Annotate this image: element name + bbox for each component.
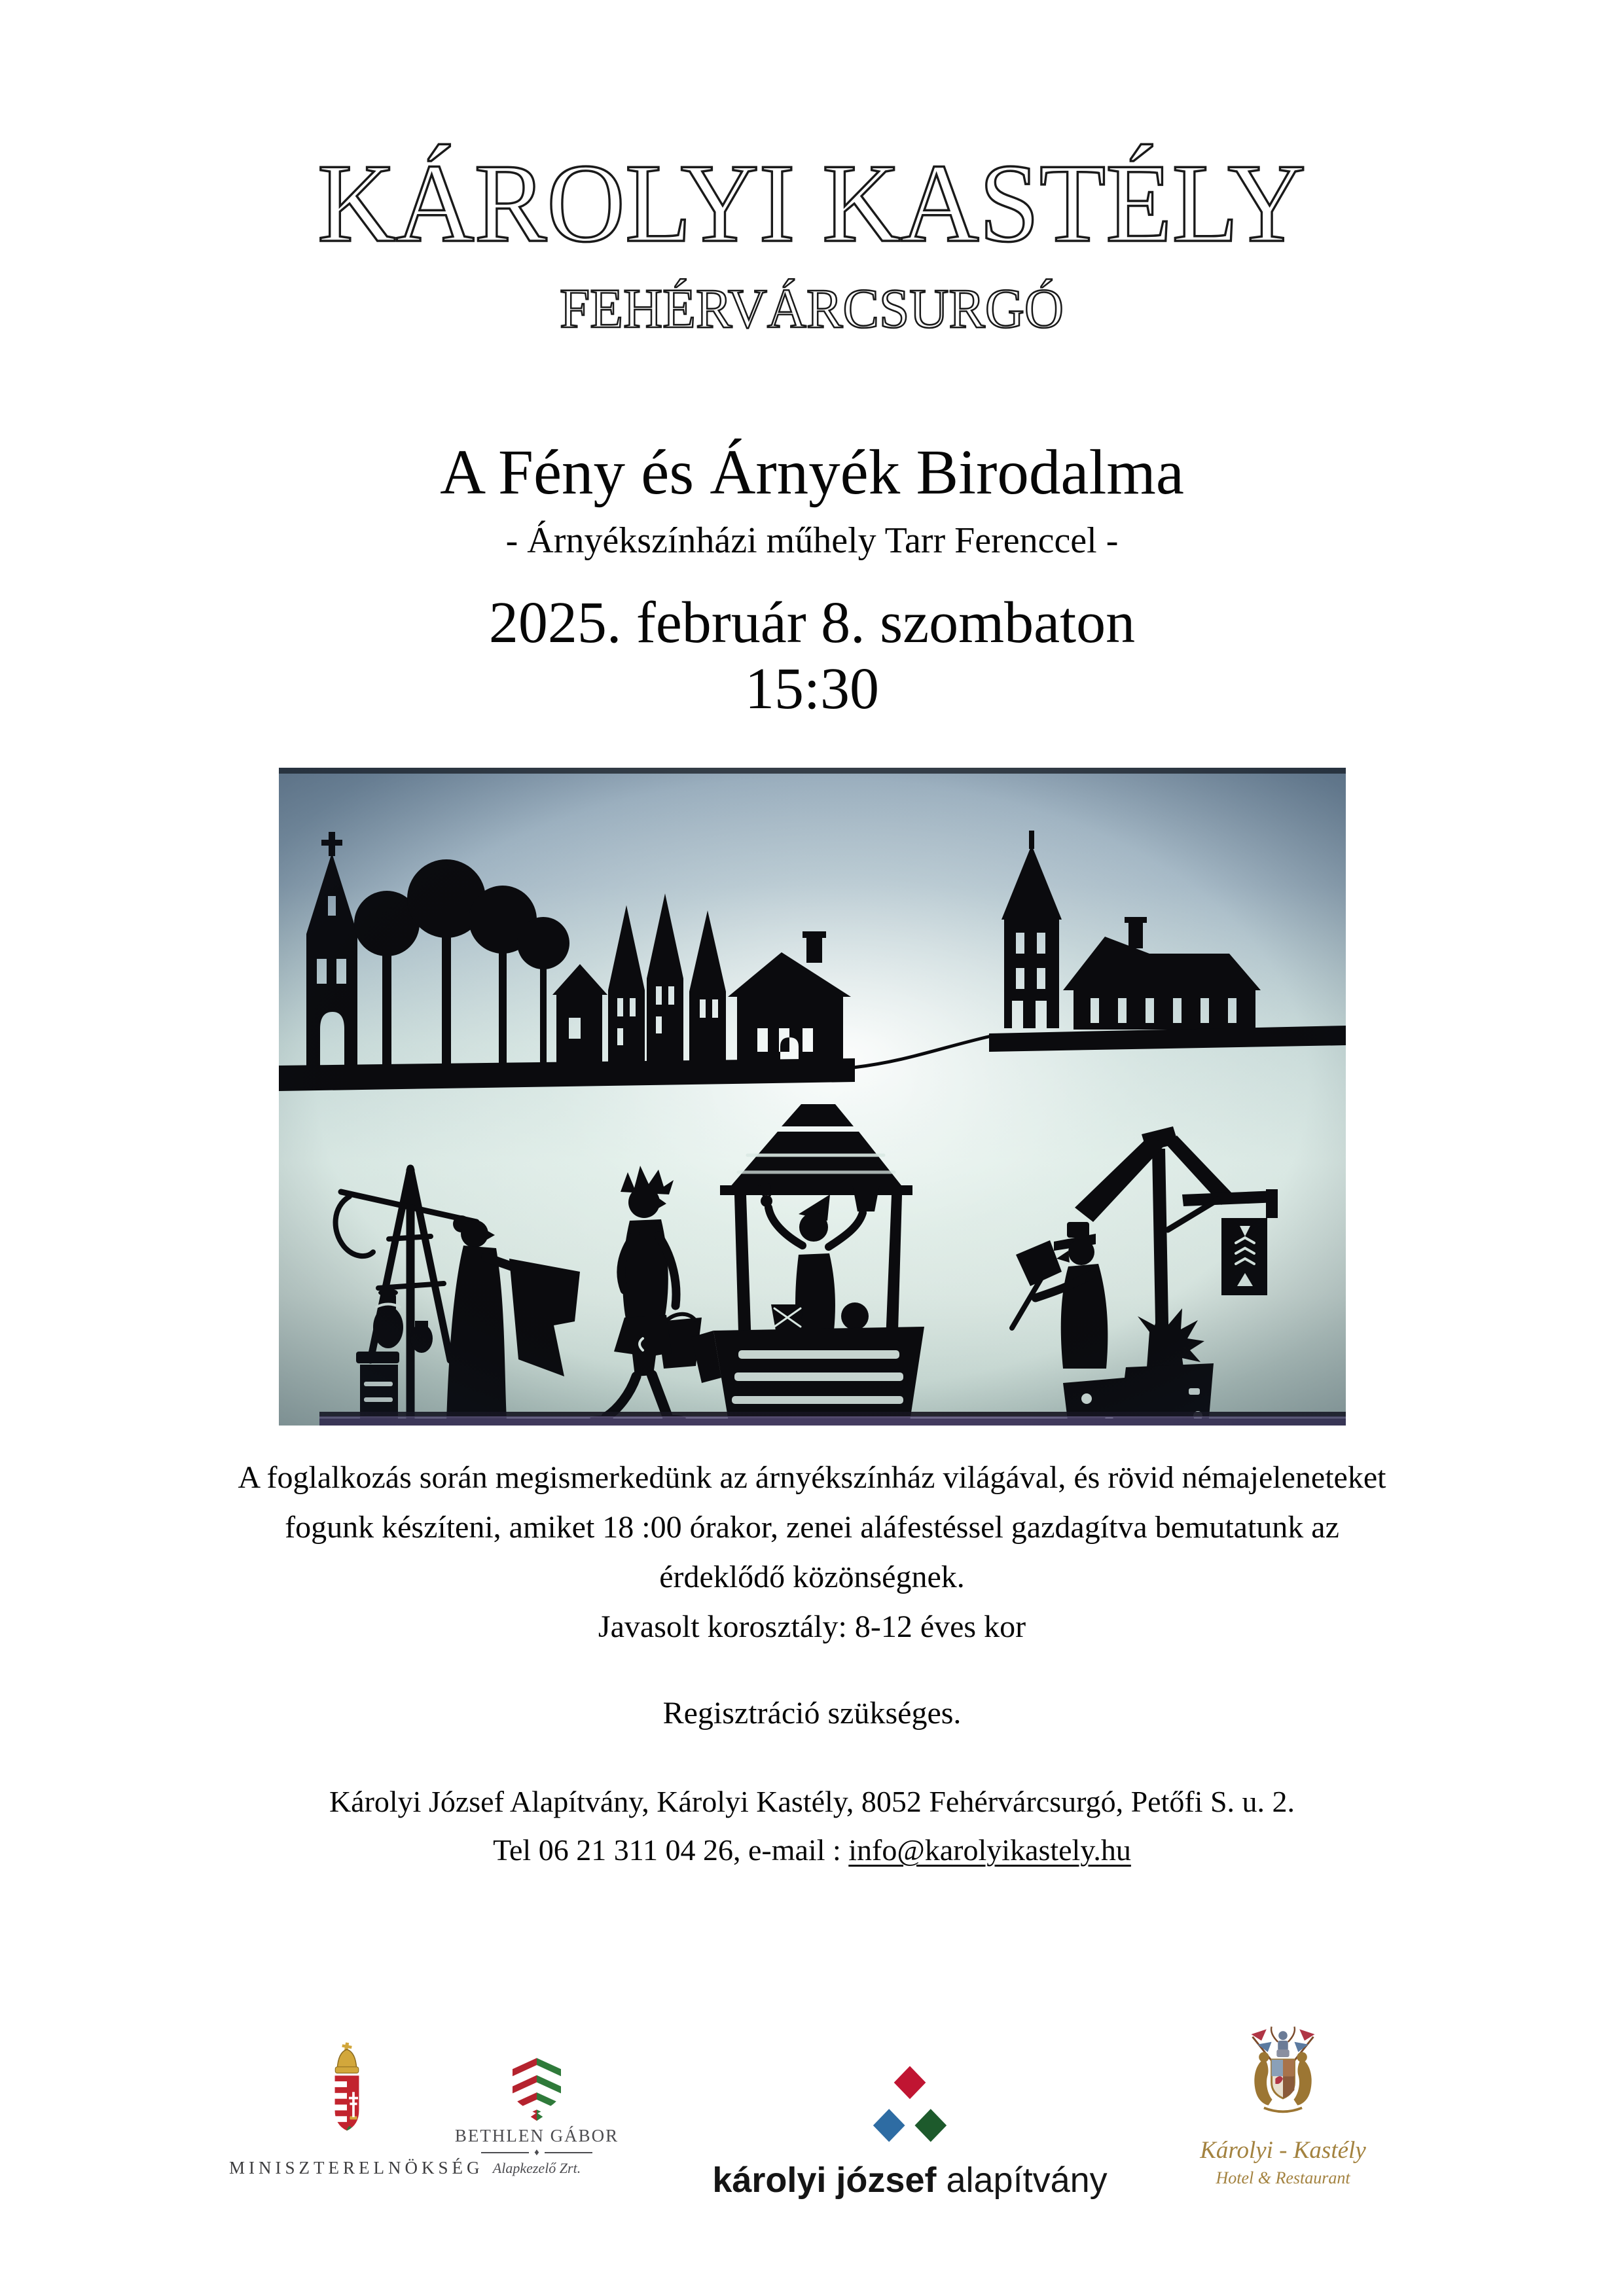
event-title: A Fény és Árnyék Birodalma <box>440 437 1184 507</box>
description-line: érdeklődő közönségnek. <box>659 1560 965 1595</box>
bethlen-gabor-name: BETHLEN GÁBOR <box>454 2125 619 2145</box>
shadow-theatre-photo <box>279 768 1346 1426</box>
venue-title-block <box>0 58 1624 254</box>
age-recommendation: Javasolt korosztály: 8-12 éves kor <box>598 1609 1026 1644</box>
kja-name-regular: alapítvány <box>946 2160 1108 2200</box>
venue-subtitle: FEHÉRVÁRCSURGÓ <box>560 277 1064 340</box>
event-time: 15:30 <box>744 656 879 721</box>
bethlen-divider <box>481 2147 592 2159</box>
event-subtitle: - Árnyékszínházi műhely Tarr Ferenccel - <box>505 520 1119 561</box>
karolyi-kastely-subname: Hotel & Restaurant <box>1216 2168 1350 2187</box>
logo-karolyi-jozsef-alapitvany <box>694 2062 1126 2200</box>
contact-phone-line <box>0 1826 1624 1875</box>
venue-subtitle-block <box>0 254 1624 346</box>
karolyi-crest-icon <box>1238 2017 1327 2118</box>
logo-miniszterelnokseg <box>229 2039 484 2178</box>
contact-phone: Tel 06 21 311 04 26, e-mail : <box>493 1833 849 1867</box>
logo-bethlen-gabor <box>450 2043 623 2177</box>
footer-logos <box>0 2013 1624 2274</box>
description <box>0 1453 1624 1651</box>
hungarian-coat-of-arms-icon <box>323 2039 371 2150</box>
shadow-theatre-scene <box>279 768 1346 1426</box>
contact-address: Károlyi József Alapítvány, Károlyi Kastély, 8052 Fehérvárcsurgó, Petőfi S. u. 2. <box>329 1784 1295 1818</box>
venue-title: KÁROLYI KASTÉLY <box>317 141 1306 254</box>
event-date: 2025. február 8. szombaton <box>488 590 1136 655</box>
description-line: fogunk készíteni, amiket 18 :00 órakor, zenei aláfestéssel gazdagítva bemutatunk az <box>285 1510 1339 1545</box>
kja-name <box>694 2160 1126 2200</box>
karolyi-kastely-name: Károlyi - Kastély <box>1200 2136 1366 2164</box>
bethlen-gabor-shield-icon <box>505 2043 568 2122</box>
three-diamonds-icon <box>861 2062 959 2148</box>
vignette <box>279 768 1346 1426</box>
logo-karolyi-kastely <box>1172 2017 1394 2188</box>
miniszterelnokseg-label: MINISZTERELNÖKSÉG <box>229 2157 484 2178</box>
diamond-icon: ♦ <box>534 2147 539 2158</box>
registration-note: Regisztráció szükséges. <box>662 1695 962 1731</box>
contact-block <box>0 1778 1624 1875</box>
bethlen-gabor-subname: Alapkezelő Zrt. <box>492 2159 581 2176</box>
description-line: A foglalkozás során megismerkedünk az árnyékszínház világával, és rövid némajeleneteket <box>238 1460 1386 1496</box>
contact-email-link[interactable]: info@karolyikastely.hu <box>848 1833 1131 1867</box>
kja-name-bold: károlyi józsef <box>712 2160 937 2200</box>
